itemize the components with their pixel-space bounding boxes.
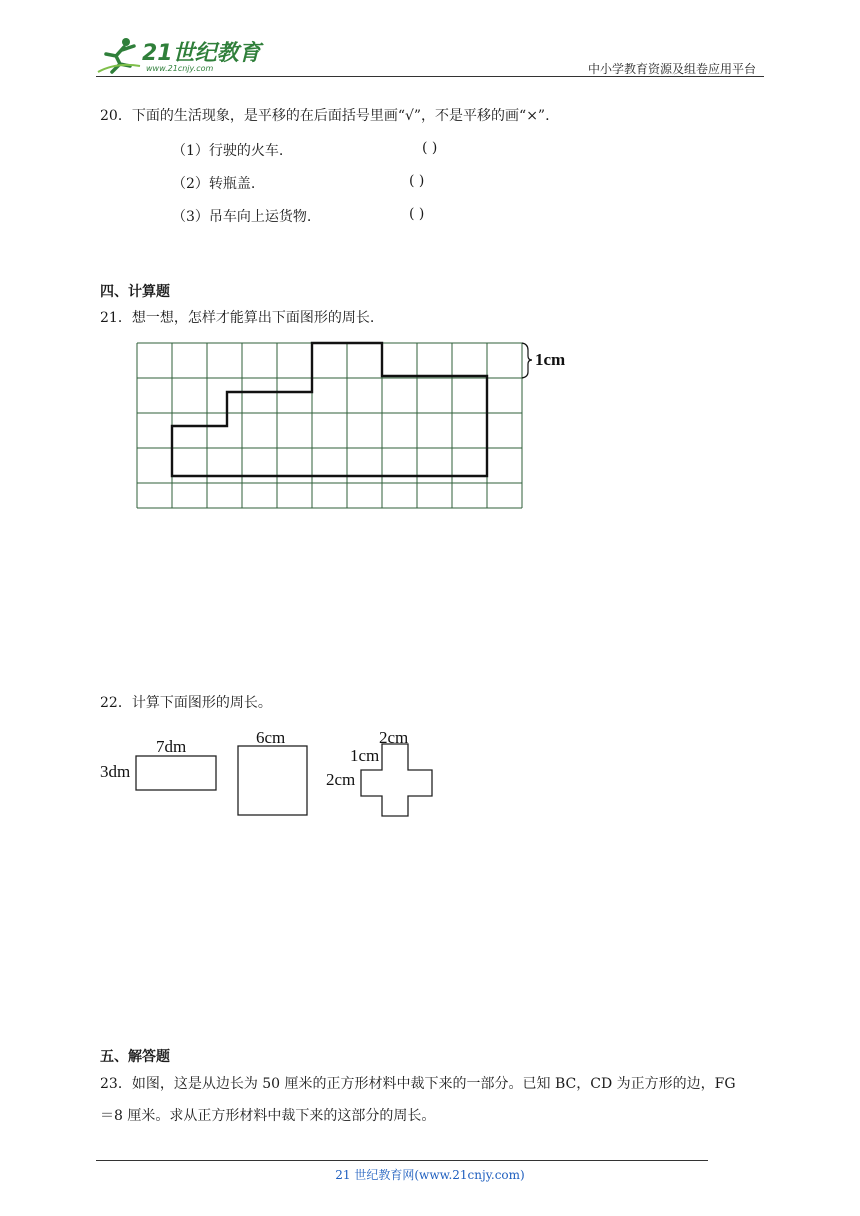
runner-icon xyxy=(96,36,142,74)
cross-top-label: 2cm xyxy=(379,728,409,747)
q20-prompt: 20．下面的生活现象，是平移的在后面括号里画“√”，不是平移的画“×”. xyxy=(100,108,550,124)
cross-side-label: 2cm xyxy=(326,770,356,789)
cross-small-label: 1cm xyxy=(350,746,380,765)
rect-height-label: 3dm xyxy=(100,762,131,781)
square-side-label: 6cm xyxy=(256,728,286,747)
footer-divider xyxy=(96,1160,708,1161)
footer-link[interactable]: 21 世纪教育网(www.21cnjy.com) xyxy=(335,1168,525,1182)
q21-grid-figure xyxy=(130,336,580,516)
q20-answer-3[interactable]: ( ) xyxy=(409,206,425,222)
rectangle-shape xyxy=(136,756,216,790)
q21-prompt: 21．想一想，怎样才能算出下面图形的周长. xyxy=(100,310,375,326)
section-4-title: 四、计算题 xyxy=(100,284,170,300)
q22-prompt: 22．计算下面图形的周长。 xyxy=(100,695,272,711)
q20-answer-2[interactable]: ( ) xyxy=(409,173,425,189)
q23-line-1: 23．如图，这是从边长为 50 厘米的正方形材料中裁下来的一部分。已知 BC，CD 为正方形的边，FG xyxy=(100,1076,736,1092)
brace-icon xyxy=(522,343,532,378)
platform-name: 中小学教育资源及组卷应用平台 xyxy=(587,62,756,76)
section-5-title: 五、解答题 xyxy=(100,1049,170,1065)
shape-outline xyxy=(172,343,487,476)
header-divider xyxy=(96,76,764,77)
q20-item-1: （1）行驶的火车. xyxy=(172,143,284,159)
logo-url: www.21cnjy.com xyxy=(146,64,214,73)
site-logo xyxy=(96,34,266,76)
logo-text: 21世纪教育 xyxy=(142,41,261,66)
q20-item-3: （3）吊车向上运货物. xyxy=(172,209,312,225)
q23-line-2: ＝8 厘米。求从正方形材料中裁下来的这部分的周长。 xyxy=(100,1108,436,1124)
rect-width-label: 7dm xyxy=(156,737,187,756)
square-shape xyxy=(238,746,307,815)
q20-item-2: （2）转瓶盖. xyxy=(172,176,256,192)
q20-answer-1[interactable]: ( ) xyxy=(422,140,438,156)
q22-figures xyxy=(96,724,456,824)
grid-unit-label: 1cm xyxy=(535,350,566,369)
